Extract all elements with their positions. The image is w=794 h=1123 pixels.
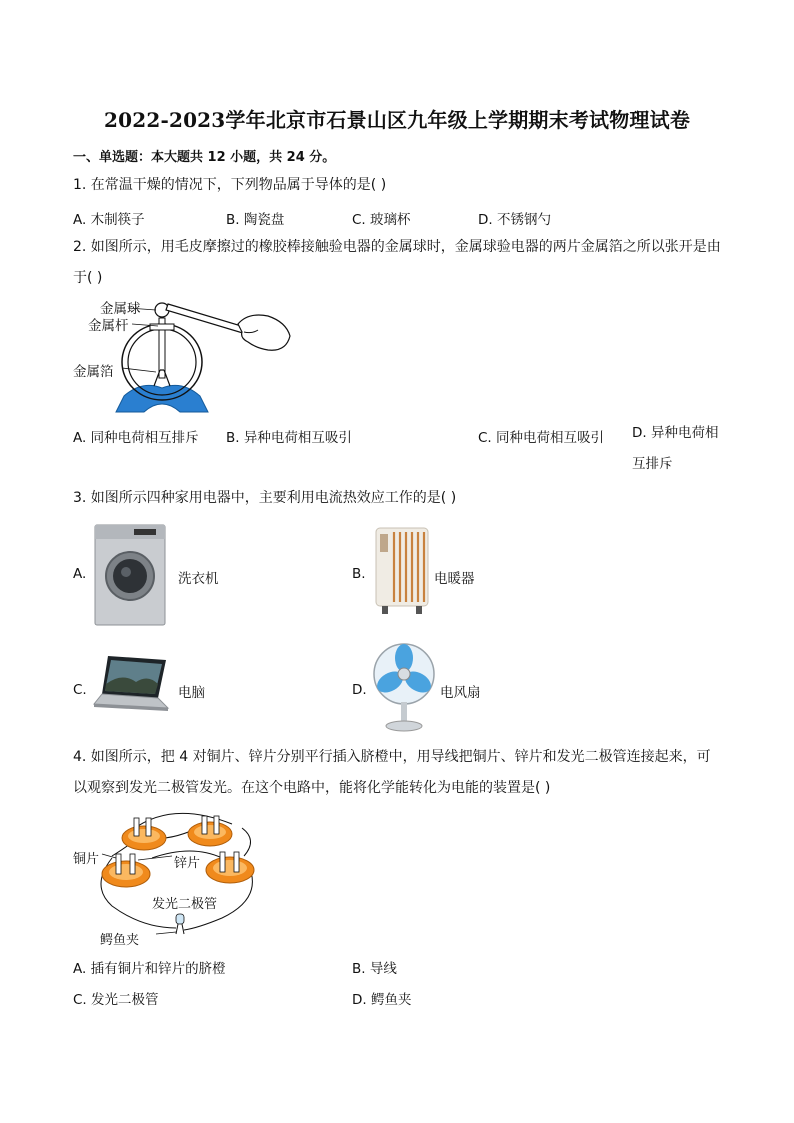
page-title: 2022-2023学年北京市石景山区九年级上学期期末考试物理试卷 xyxy=(103,108,691,132)
washing-machine-image[interactable] xyxy=(94,524,166,626)
label-metal-rod: 金属杆 xyxy=(88,318,129,334)
question-2-stem: 2. 如图所示，用毛皮摩擦过的橡胶棒接触验电器的金属球时，金属球验电器的两片金属箔之所以张开是由于( ) xyxy=(73,239,721,286)
q2-option-c[interactable]: C. 同种电荷相互吸引 xyxy=(478,430,605,446)
q3-option-c[interactable]: C. xyxy=(73,682,87,698)
laptop-image[interactable] xyxy=(92,654,170,720)
rubber-rod xyxy=(166,304,248,334)
appliance-electric-heater: 电暖器 xyxy=(434,571,475,587)
electroscope-stand xyxy=(116,385,208,412)
q2-option-b[interactable]: B. 异种电荷相互吸引 xyxy=(226,430,352,446)
question-1-stem: 1. 在常温干燥的情况下，下列物品属于导体的是( ) xyxy=(73,177,387,193)
appliance-washing-machine: 洗衣机 xyxy=(178,571,219,587)
label-zinc-plate: 锌片 xyxy=(174,856,201,871)
q1-option-d[interactable]: D. 不锈钢勺 xyxy=(478,212,551,228)
appliance-electric-fan: 电风扇 xyxy=(440,685,481,701)
q1-option-c[interactable]: C. 玻璃杯 xyxy=(352,212,411,228)
question-3-stem: 3. 如图所示四种家用电器中，主要利用电流热效应工作的是( ) xyxy=(73,490,457,506)
q4-option-a[interactable]: A. 插有铜片和锌片的脐橙 xyxy=(73,961,226,977)
label-metal-foil: 金属箔 xyxy=(73,364,114,380)
q1-option-b[interactable]: B. 陶瓷盘 xyxy=(226,212,285,228)
question-4-stem: 4. 如图所示，把 4 对铜片、锌片分别平行插入脐橙中，用导线把铜片、锌片和发光二极管连接起来，可以观察到发光二极管发光。在这个电路中，能将化学能转化为电能的装置是( ) xyxy=(73,749,711,796)
label-copper-plate: 铜片 xyxy=(73,852,100,867)
electric-heater-image[interactable] xyxy=(372,524,432,616)
q4-option-b[interactable]: B. 导线 xyxy=(352,961,397,977)
label-metal-ball: 金属球 xyxy=(100,301,141,317)
electric-fan-image[interactable] xyxy=(370,642,438,734)
led xyxy=(176,914,184,934)
label-led: 发光二极管 xyxy=(152,897,218,912)
appliance-computer: 电脑 xyxy=(178,685,205,701)
q2-option-d[interactable]: D. 异种电荷相互排斥 xyxy=(632,425,719,472)
q3-option-d[interactable]: D. xyxy=(352,682,367,698)
q4-option-d[interactable]: D. 鳄鱼夹 xyxy=(352,992,412,1008)
q4-option-c[interactable]: C. 发光二极管 xyxy=(73,992,159,1008)
section-heading: 一、单选题：本大题共 12 小题，共 24 分。 xyxy=(73,150,336,165)
orange-battery-circuit-figure xyxy=(72,806,272,948)
q1-option-a[interactable]: A. 木制筷子 xyxy=(73,212,145,228)
q3-option-a[interactable]: A. xyxy=(73,566,87,582)
label-alligator-clip: 鳄鱼夹 xyxy=(100,933,140,948)
q3-option-b[interactable]: B. xyxy=(352,566,366,582)
q2-option-a[interactable]: A. 同种电荷相互排斥 xyxy=(73,430,199,446)
